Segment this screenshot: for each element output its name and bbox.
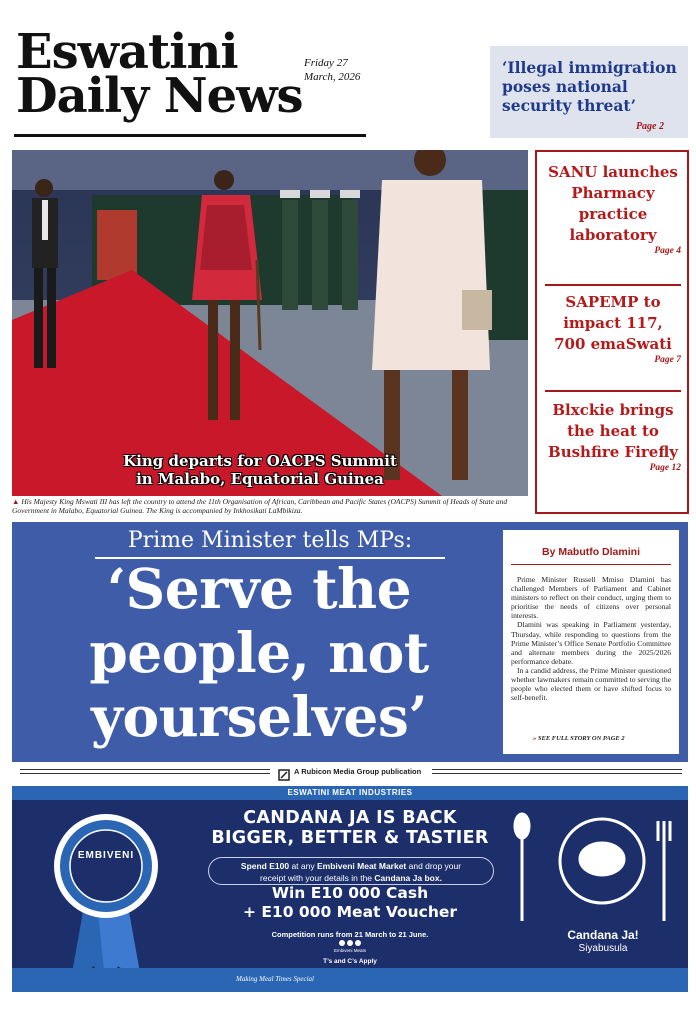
lead-headline-line1[interactable]: ‘Serve the [106, 556, 412, 621]
lead-photo-image [12, 150, 528, 496]
lead-story-text [511, 575, 671, 702]
date-day: Friday 27 [304, 57, 348, 69]
top-teaser[interactable] [490, 46, 688, 138]
spend-shop: Embiveni Meat Market [316, 861, 407, 871]
sidebar-divider [545, 390, 681, 392]
advert-prize [200, 884, 500, 922]
caption-triangle-icon: ▲ [12, 497, 20, 506]
advert-competition-dates: Competition runs from 21 March to 21 June. [271, 930, 429, 939]
lead-kicker: Prime Minister tells MPs: [127, 528, 413, 553]
advert-topbar: ESWATINI MEAT INDUSTRIES [287, 788, 413, 797]
spend-rest: and drop your [406, 861, 462, 871]
top-teaser-headline[interactable]: ‘Illegal immigration poses national security threat’ [502, 58, 677, 115]
advert-headline-line2: BIGGER, BETTER & TASTIER [211, 828, 489, 848]
advert-headline-line1: CANDANA JA IS BACK [243, 808, 457, 828]
advert-tagline: Making Meal Times Special [236, 975, 314, 983]
sidebar-teasers [535, 150, 689, 514]
photo-headline-line1[interactable]: King departs for OACPS Summit [123, 452, 397, 470]
see-more-text[interactable]: SEE FULL STORY ON PAGE 2 [537, 735, 625, 742]
advert-spend-pill [208, 857, 494, 885]
publication-credit: A Rubicon Media Group publication [294, 767, 422, 776]
advert-social-handle: Embiveni Meats [333, 948, 366, 953]
sidebar-teaser-blxckie[interactable] [545, 400, 681, 473]
story-paragraph: In a candid address, the Prime Minister questioned whether lawmakers remain committed to serving the people who elected them or have shifted focus to self-benefit. [511, 665, 671, 703]
sidebar-teaser-sapemp[interactable] [545, 292, 681, 365]
lead-story-box [503, 530, 679, 754]
sidebar-divider [545, 284, 681, 286]
photo-headline-line2[interactable]: in Malabo, Equatorial Guinea [136, 470, 384, 488]
masthead-title-line1: Eswatini [16, 24, 238, 80]
photo-caption [12, 497, 528, 515]
story-paragraph: Prime Minister Russell Mmiso Dlamini has challenged Members of Parliament and Cabinet ministers to reflect on their conduct, urging them to prioritise the needs of citizens over personal interests. [511, 575, 671, 621]
advert-terms[interactable]: T’s and C’s Apply [323, 958, 377, 965]
advert-bottombar [12, 968, 688, 992]
lead-byline: By Mabutfo Dlamini [511, 546, 671, 565]
story-paragraph: Dlamini was speaking in Parliament yesterday, Thursday, while responding to questions from the Prime Minister’s Office Senate Portfolio Committee and alternate members during the 2025/2026 performance debate. [511, 620, 671, 666]
sidebar-teaser-headline[interactable]: SANU launches Pharmacy practice laboratory [548, 163, 678, 244]
spend-box: Candana Ja box. [374, 873, 442, 883]
lead-headline-line2[interactable]: people, not [89, 620, 429, 685]
sidebar-teaser-page: Page 7 [654, 355, 681, 365]
spend-mid: at any [289, 861, 317, 871]
advert-headline [190, 808, 510, 848]
spend-line2: receipt with your details in the [260, 873, 375, 883]
photo-headline[interactable] [70, 452, 450, 488]
see-full-story-link[interactable] [533, 735, 625, 742]
masthead-rule [14, 134, 366, 137]
publication-rule [20, 769, 270, 770]
date-month: March, 2026 [304, 71, 361, 83]
lead-headline-line3[interactable]: yourselves’ [90, 684, 428, 749]
spend-amount: Spend E100 [240, 861, 290, 871]
lead-headline[interactable] [14, 557, 504, 749]
top-teaser-page: Page 2 [635, 121, 664, 132]
advert-brand-sub: Siyabusula [578, 943, 628, 954]
lead-photo [12, 150, 528, 496]
see-more-arrow-icon: » [533, 735, 537, 742]
rubicon-logo-icon [278, 766, 290, 778]
advert-prize-line2: + E10 000 Meat Voucher [242, 903, 458, 921]
masthead-date [304, 56, 384, 84]
publication-rule [20, 773, 270, 774]
masthead-title [16, 24, 306, 124]
advert-spend-line1 [209, 860, 493, 872]
advert-brand: Candana Ja! [567, 928, 639, 942]
advert-spend-line2 [209, 872, 493, 884]
embiveni-seal-text: EMBIVENI [77, 850, 135, 861]
advert-prize-line1: Win E10 000 Cash [271, 884, 429, 902]
sidebar-teaser-pharmacy[interactable] [545, 162, 681, 256]
sidebar-teaser-page: Page 4 [654, 246, 681, 256]
caption-text: His Majesty King Mswati III has left the country to attend the 11th Organisation of African, Caribbean and Pacific States (OACPS) Summit of Heads of State and Government in Malabo, Equatorial Guinea. The King is accompanied by Inkhosikati LaMbikiza. [12, 497, 508, 515]
sidebar-teaser-headline[interactable]: Blxckie brings the heat to Bushfire Firefly [548, 401, 678, 461]
sidebar-teaser-page: Page 12 [649, 463, 681, 473]
sidebar-teaser-headline[interactable]: SAPEMP to impact 117, 700 emaSwati [554, 293, 672, 353]
masthead-title-line2: Daily News [16, 68, 303, 124]
